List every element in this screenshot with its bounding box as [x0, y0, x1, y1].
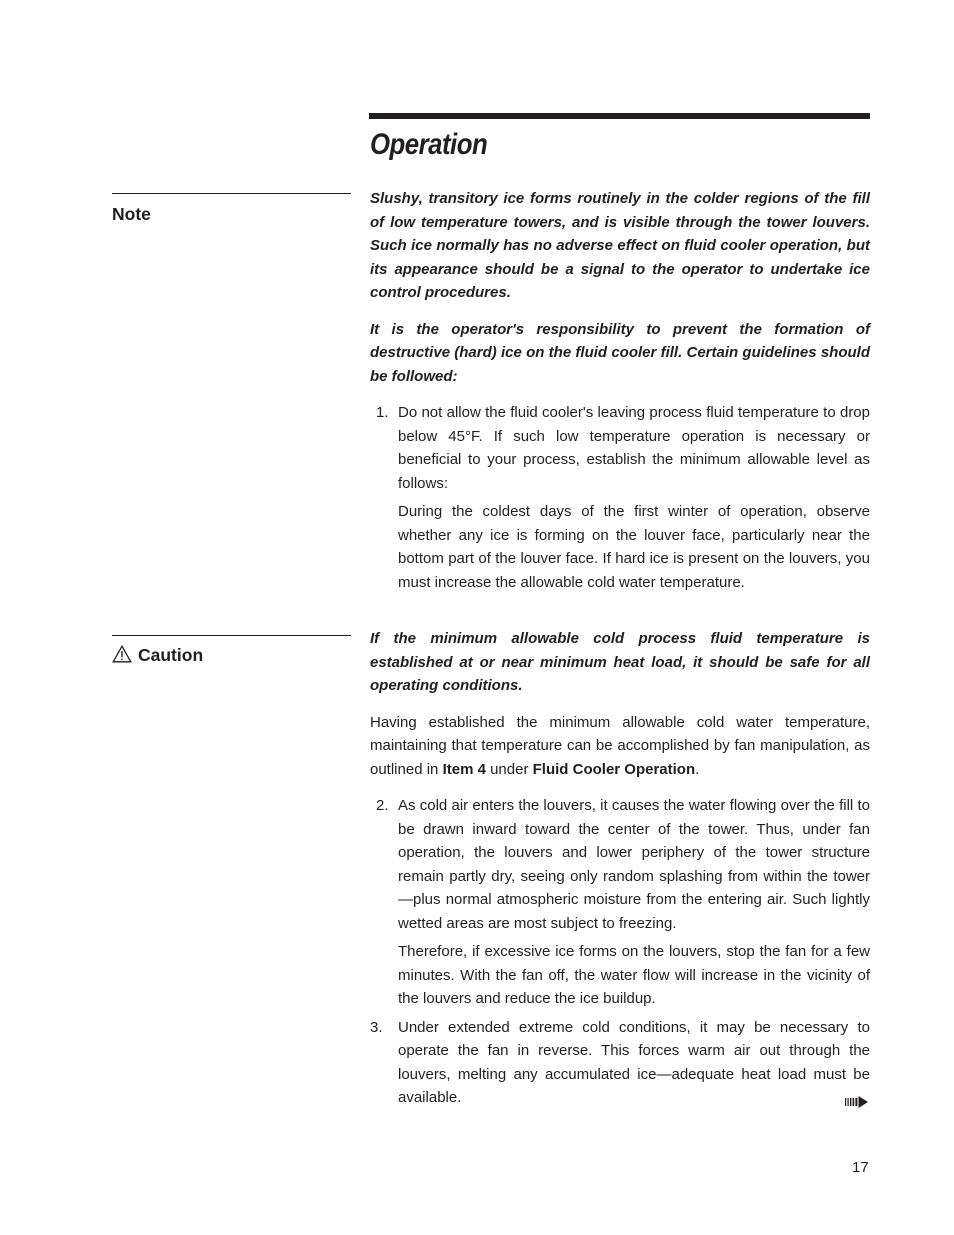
caution-label: Caution	[138, 645, 204, 665]
list-item-2	[370, 794, 870, 1011]
page-number: 17	[852, 1159, 869, 1176]
note-rule	[112, 193, 351, 194]
list-number: 3.	[370, 1018, 383, 1036]
list-text-continued: Therefore, if excessive ice forms on the louvers, stop the fan for a few minutes. With the fan off, the water flow will increase in the vicinity of the louvers and reduce the ice buildup.	[398, 943, 870, 1007]
title-rule	[369, 113, 870, 119]
page-title: Operation	[370, 128, 488, 161]
caution-paragraph: If the minimum allowable cold process fluid temperature is established at or near minimum heat load, it should be safe for all operating conditions.	[370, 630, 870, 694]
note-paragraph-1: Slushy, transitory ice forms routinely in the colder regions of the fill of low temperature towers, and is visible through the tower louvers. Such ice normally has no adverse effect on fluid cooler operation, but its appearance should be a signal to the operator to undertake ice control procedures.	[370, 190, 870, 301]
warning-triangle-icon	[112, 645, 132, 668]
list-text: Under extended extreme cold conditions, it may be necessary to operate the fan in reverse. This forces warm air out through the louvers, melting any accumulated ice—adequate heat load must be available.	[398, 1018, 870, 1106]
note-paragraph-2: It is the operator's responsibility to prevent the formation of destructive (hard) ice on the fluid cooler fill. Certain guidelines should be followed:	[370, 320, 870, 385]
list-item-3	[370, 1016, 870, 1110]
list-number: 2.	[376, 797, 389, 814]
caution-heading	[112, 645, 203, 668]
list-text: As cold air enters the louvers, it causes the water flowing over the fill to be drawn inward toward the center of the tower. Thus, under fan operation, the louvers and lower periphery of the tower structure remain partly dry, seeing only random splashing from within the tower—plus normal atmospheric moisture from the entering air. Such lightly wetted areas are most subject to freezing.	[398, 797, 870, 932]
list-item-1	[370, 401, 870, 594]
section-reference: Fluid Cooler Operation	[532, 760, 696, 778]
item-reference: Item 4	[442, 760, 486, 778]
caution-content	[370, 627, 870, 1110]
note-label: Note	[112, 204, 151, 224]
caution-rule	[112, 635, 351, 636]
body-paragraph: Having established the minimum allowable cold water temperature, maintaining that temperature can be accomplished by fan manipulation, as outlined in Item 4 under Fluid Cooler Operation.	[370, 713, 870, 778]
continued-arrow-icon	[845, 1095, 869, 1114]
list-number: 1.	[376, 404, 389, 421]
note-content	[370, 187, 870, 594]
list-text: Do not allow the fluid cooler's leaving process fluid temperature to drop below 45°F. If such low temperature operation is necessary or beneficial to your process, establish the minimum allowable level as follows:	[398, 404, 870, 492]
list-text-continued: During the coldest days of the first winter of operation, observe whether any ice is forming on the louver face, particularly near the bottom part of the louver face. If hard ice is present on the louvers, you must increase the allowable cold water temperature.	[398, 503, 870, 591]
